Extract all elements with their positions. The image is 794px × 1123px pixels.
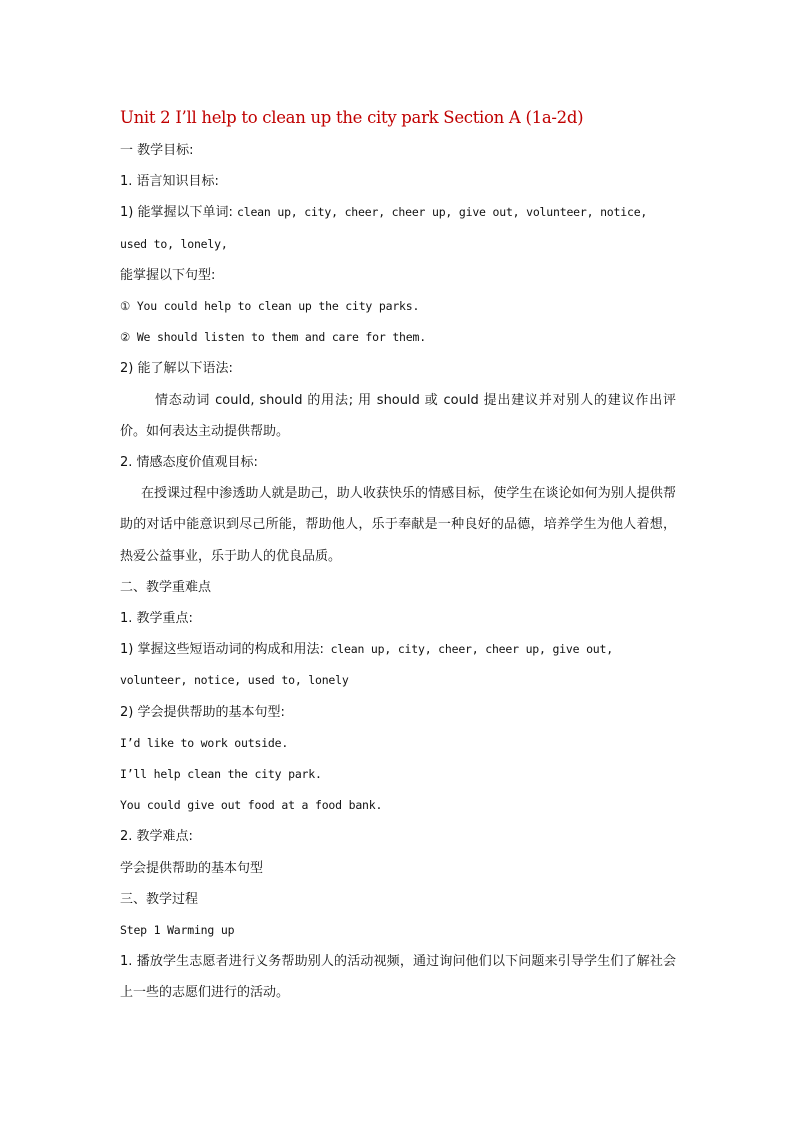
subheading-emotion-values: 2. 情感态度价值观目标: (120, 455, 258, 471)
section-heading-process: 三、教学过程 (120, 891, 199, 907)
phrasal-verbs-label: 1) 掌握这些短语动词的构成和用法: (120, 642, 324, 658)
subheading-key-points: 1. 教学重点: (120, 611, 193, 627)
subheading-language-knowledge: 1. 语言知识目标: (120, 174, 219, 190)
section-heading-key-points: 二、教学重难点 (120, 579, 212, 595)
step-1-heading: Step 1 Warming up (120, 923, 235, 938)
section-heading-objectives: 一 教学目标: (120, 143, 194, 158)
grammar-label: 2) 能了解以下语法: (120, 361, 233, 377)
document-content (120, 103, 676, 1009)
vocabulary-label: 1) 能掌握以下单词: (120, 205, 237, 221)
example-sentence-1: I’d like to work outside. (120, 735, 289, 750)
document-title: Unit 2 I’ll help to clean up the city park Section A (1a-2d) (120, 108, 584, 127)
phrasal-verbs-line (120, 634, 676, 665)
sentence-pattern-1: ① You could help to clean up the city parks. (120, 299, 420, 314)
vocabulary-line (120, 197, 676, 228)
step-1-paragraph: 1. 播放学生志愿者进行义务帮助别人的活动视频，通过询问他们以下问题来引导学生们了解社会上一些的志愿们进行的活动。 (120, 954, 676, 1001)
emotion-paragraph: 在授课过程中渗透助人就是助己，助人收获快乐的情感目标，使学生在谈论如何为别人提供帮助的对话中能意识到尽己所能，帮助他人，乐于奉献是一种良好的品德，培养学生为他人着想，热爱公益事业，乐于助人的优良品质。 (120, 486, 676, 564)
subheading-difficulties: 2. 教学难点: (120, 829, 193, 845)
grammar-paragraph: 情态动词 could, should 的用法; 用 should 或 could 提出建议并对别人的建议作出评价。如何表达主动提供帮助。 (120, 392, 676, 439)
sentence-pattern-2: ② We should listen to them and care for them. (120, 330, 426, 345)
sentence-patterns-label: 能掌握以下句型: (120, 267, 216, 283)
phrasal-verbs-words-continued: volunteer, notice, used to, lonely (120, 673, 349, 688)
basic-patterns-label: 2) 学会提供帮助的基本句型: (120, 704, 285, 720)
vocabulary-words-continued: used to, lonely, (120, 236, 228, 251)
vocabulary-words: clean up, city, cheer, cheer up, give out, volunteer, notice, (237, 205, 648, 220)
difficulties-text: 学会提供帮助的基本句型 (120, 860, 264, 876)
example-sentence-2: I’ll help clean the city park. (120, 767, 322, 782)
phrasal-verbs-words: clean up, city, cheer, cheer up, give out, (323, 642, 613, 657)
example-sentence-3: You could give out food at a food bank. (120, 798, 383, 813)
